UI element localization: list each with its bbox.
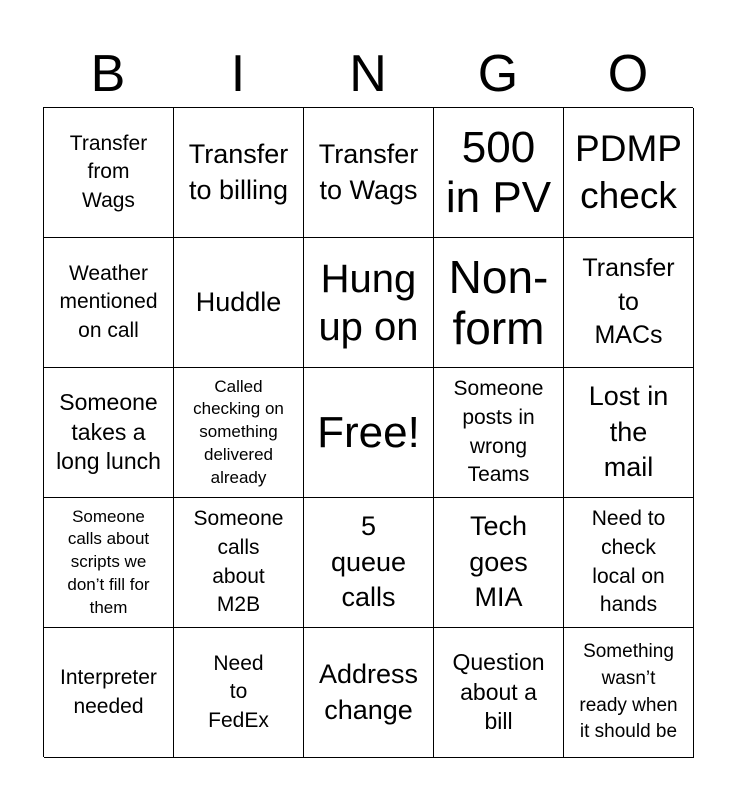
- bingo-cell[interactable]: [434, 628, 564, 758]
- bingo-cell[interactable]: [434, 498, 564, 628]
- bingo-cell-label: Weather mentioned on call: [59, 261, 158, 342]
- bingo-cell[interactable]: [564, 628, 694, 758]
- bingo-cell-label: Interpreter needed: [60, 665, 157, 718]
- bingo-cell[interactable]: [434, 368, 564, 498]
- bingo-cell-label: Transfer to MACs: [582, 254, 675, 350]
- bingo-cell[interactable]: [564, 238, 694, 368]
- bingo-cell[interactable]: [174, 498, 304, 628]
- bingo-cell-label: Something wasn’t ready when it should be: [579, 641, 678, 743]
- bingo-board: [43, 107, 693, 757]
- bingo-cell-label: Transfer to Wags: [318, 138, 419, 205]
- bingo-cell-label: Lost in the mail: [588, 381, 669, 483]
- header-letter-b: B: [90, 45, 126, 103]
- bingo-cell-label: Someone takes a long lunch: [56, 388, 161, 475]
- bingo-cell[interactable]: [564, 368, 694, 498]
- bingo-cell[interactable]: [44, 368, 174, 498]
- bingo-cell[interactable]: [174, 238, 304, 368]
- header-letter-g: G: [477, 45, 519, 103]
- bingo-cell-label: Need to check local on hands: [591, 507, 666, 617]
- header-letter-o: O: [607, 45, 649, 103]
- bingo-cell-label: Called checking on something delivered already: [193, 376, 284, 487]
- bingo-cell-label: 5 queue calls: [330, 511, 407, 613]
- bingo-cell-label: Non- form: [448, 250, 549, 354]
- header-letter-i: I: [230, 45, 246, 103]
- bingo-cell-label: Someone calls about M2B: [193, 507, 284, 617]
- bingo-cell[interactable]: [174, 368, 304, 498]
- bingo-cell[interactable]: [44, 238, 174, 368]
- bingo-cell-label: Address change: [318, 658, 419, 725]
- bingo-header: [43, 40, 693, 108]
- bingo-cell-label: Transfer from Wags: [69, 131, 148, 212]
- bingo-cell[interactable]: [564, 108, 694, 238]
- bingo-cell[interactable]: [304, 108, 434, 238]
- bingo-cell[interactable]: [434, 108, 564, 238]
- bingo-cell-label: Free!: [317, 407, 420, 457]
- bingo-cell[interactable]: [44, 498, 174, 628]
- bingo-cell-label: 500 in PV: [445, 123, 552, 222]
- bingo-cell[interactable]: [44, 628, 174, 758]
- bingo-cell[interactable]: [304, 498, 434, 628]
- bingo-cell-label: Transfer to billing: [188, 138, 289, 205]
- bingo-cell-label: Question about a bill: [452, 648, 545, 735]
- bingo-cell-label: Hung up on: [318, 256, 419, 349]
- bingo-cell[interactable]: [564, 498, 694, 628]
- bingo-cell[interactable]: [44, 108, 174, 238]
- bingo-cell[interactable]: [434, 238, 564, 368]
- bingo-cell-label: Someone posts in wrong Teams: [453, 377, 544, 487]
- bingo-cell-label: PDMP check: [575, 128, 682, 216]
- bingo-cell-label: Someone calls about scripts we don’t fill for them: [67, 506, 150, 617]
- bingo-cell[interactable]: [304, 368, 434, 498]
- bingo-cell-label: Huddle: [195, 286, 282, 317]
- bingo-cell-label: Need to FedEx: [208, 651, 269, 732]
- bingo-cell[interactable]: [174, 108, 304, 238]
- bingo-cell[interactable]: [174, 628, 304, 758]
- header-letter-n: N: [349, 45, 387, 103]
- bingo-cell[interactable]: [304, 628, 434, 758]
- bingo-cell-label: Tech goes MIA: [469, 511, 528, 613]
- bingo-cell[interactable]: [304, 238, 434, 368]
